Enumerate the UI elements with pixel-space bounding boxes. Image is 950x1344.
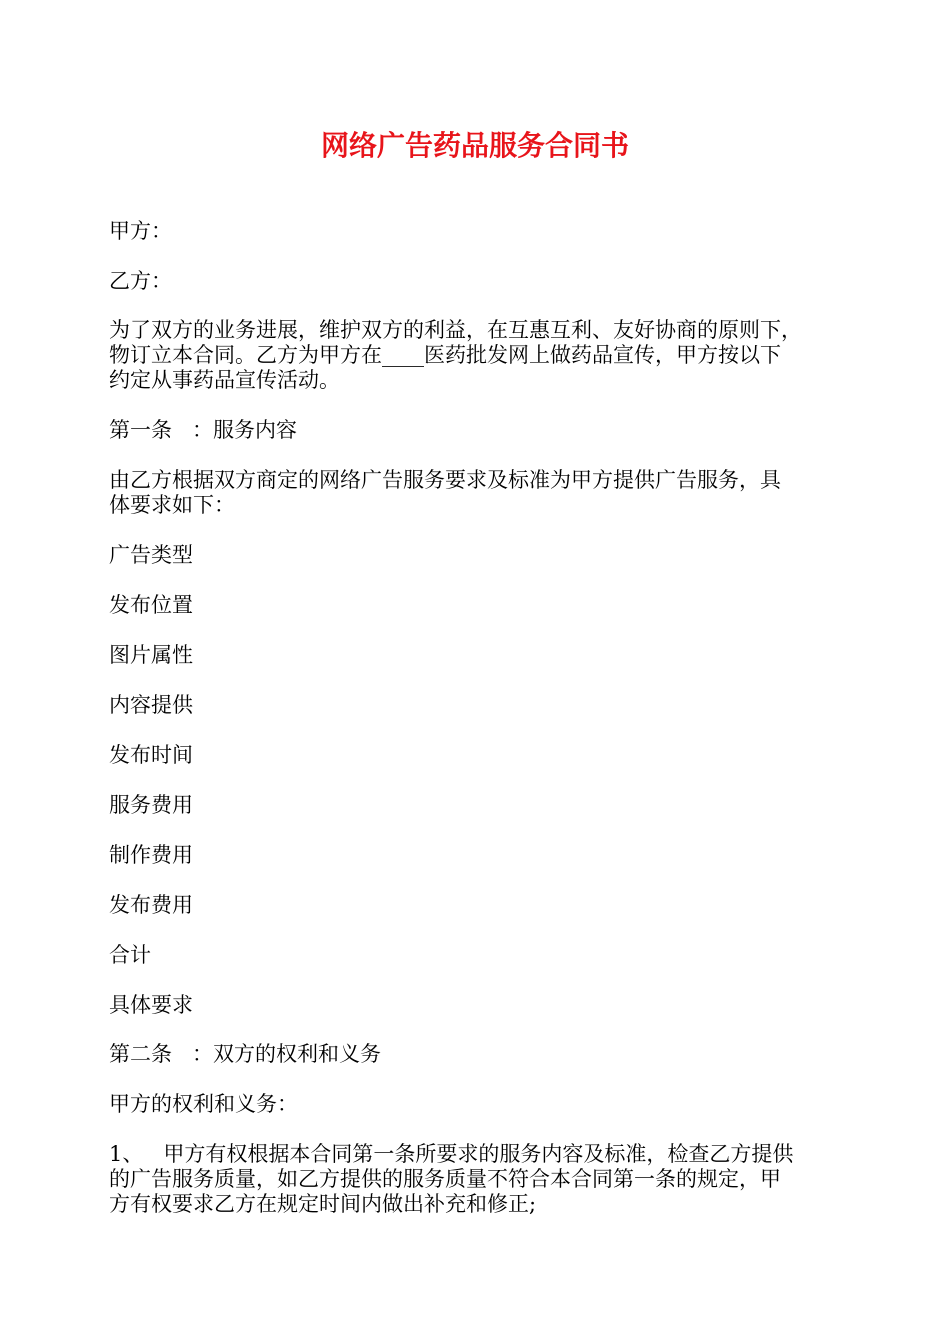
article-2-title: ：双方的权利和义务: [192, 1042, 381, 1066]
list-item: 制作费用: [109, 843, 193, 867]
list-item: 发布时间: [109, 743, 193, 767]
article-1-description: [109, 468, 844, 518]
list-item: 图片属性: [109, 643, 193, 667]
article-2-number: 第二条: [109, 1042, 172, 1066]
intro-line: 为了双方的业务进展，维护双方的利益，在互惠互利、友好协商的原则下，: [109, 318, 802, 342]
list-item: 服务费用: [109, 793, 193, 817]
clause-line: 的广告服务质量，如乙方提供的服务质量不符合本合同第一条的规定，甲: [109, 1167, 781, 1191]
party-b-label: 乙方：: [109, 269, 172, 293]
clause-number: 1、: [109, 1142, 144, 1166]
list-item: 具体要求: [109, 993, 193, 1017]
article-2-heading: [109, 1042, 844, 1067]
party-a-rights-heading: 甲方的权利和义务：: [109, 1092, 298, 1116]
intro-line: 约定从事药品宣传活动。: [109, 368, 340, 392]
description-line: 体要求如下：: [109, 493, 235, 517]
list-item: 合计: [109, 943, 151, 967]
clause-text: 甲方有权根据本合同第一条所要求的服务内容及标准，检查乙方提供: [163, 1142, 794, 1166]
clause-line: [109, 1142, 844, 1167]
article-1-title: ：服务内容: [192, 418, 297, 442]
party-a-label: 甲方：: [109, 219, 172, 243]
intro-paragraph: [109, 318, 844, 393]
list-item: 广告类型: [109, 543, 193, 567]
clause-line: 方有权要求乙方在规定时间内做出补充和修正;: [109, 1192, 537, 1216]
article-1-heading: [109, 418, 844, 443]
description-line: 由乙方根据双方商定的网络广告服务要求及标准为甲方提供广告服务，具: [109, 468, 781, 492]
list-item: 发布位置: [109, 593, 193, 617]
list-item: 发布费用: [109, 893, 193, 917]
clause-1: [109, 1142, 844, 1217]
article-1-number: 第一条: [109, 418, 172, 442]
intro-line: 物订立本合同。乙方为甲方在____医药批发网上做药品宣传，甲方按以下: [109, 343, 781, 367]
list-item: 内容提供: [109, 693, 193, 717]
document-title: 网络广告药品服务合同书: [320, 129, 629, 162]
